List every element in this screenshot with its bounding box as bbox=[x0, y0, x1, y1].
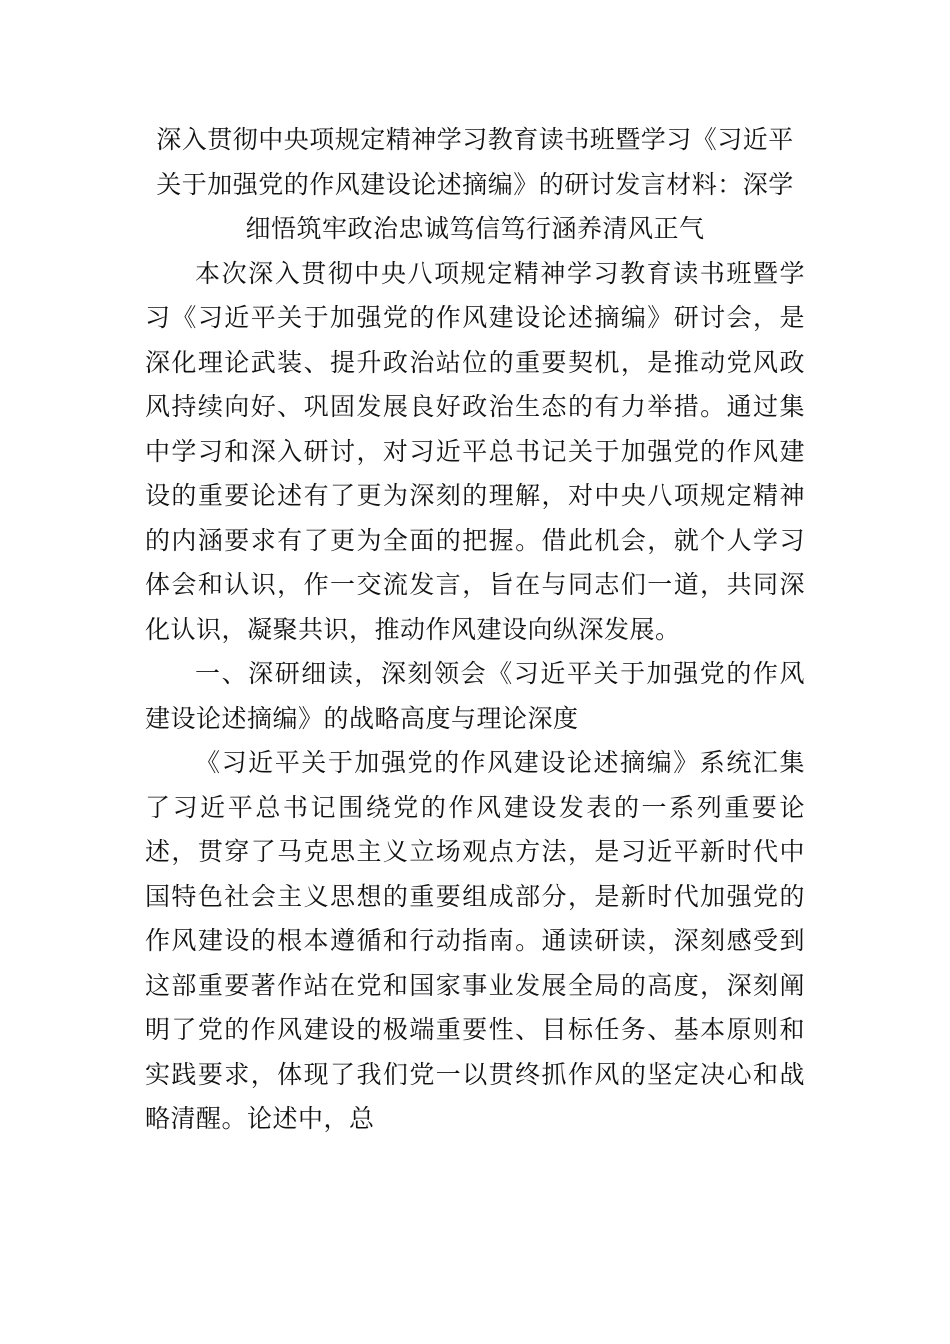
document-title: 深入贯彻中央项规定精神学习教育读书班暨学习《习近平关于加强党的作风建设论述摘编》的研讨发言材料：深学细悟筑牢政治忠诚笃信笃行涵养清风正气 bbox=[156, 125, 794, 243]
document-body bbox=[145, 118, 805, 1142]
section-heading-one: 一、深研细读，深刻领会《习近平关于加强党的作风建设论述摘编》的战略高度与理论深度 bbox=[145, 659, 805, 733]
paragraph-section-one: 《习近平关于加强党的作风建设论述摘编》系统汇集了习近平总书记围绕党的作风建设发表的一系列重要论述，贯穿了马克思主义立场观点方法，是习近平新时代中国特色社会主义思想的重要组成部分，是新时代加强党的作风建设的根本遵循和行动指南。通读研读，深刻感受到这部重要著作站在党和国家事业发展全局的高度，深刻阐明了党的作风建设的极端重要性、目标任务、基本原则和实践要求，体现了我们党一以贯终抓作风的坚定决心和战略清醒。论述中，总 bbox=[145, 748, 805, 1133]
paragraph-intro: 本次深入贯彻中央八项规定精神学习教育读书班暨学习《习近平关于加强党的作风建设论述摘编》研讨会，是深化理论武装、提升政治站位的重要契机，是推动党风政风持续向好、巩固发展良好政治生态的有力举措。通过集中学习和深入研讨，对习近平总书记关于加强党的作风建设的重要论述有了更为深刻的理解，对中央八项规定精神的内涵要求有了更为全面的把握。借此机会，就个人学习体会和认识，作一交流发言，旨在与同志们一道，共同深化认识，凝聚共识，推动作风建设向纵深发展。 bbox=[145, 258, 805, 644]
